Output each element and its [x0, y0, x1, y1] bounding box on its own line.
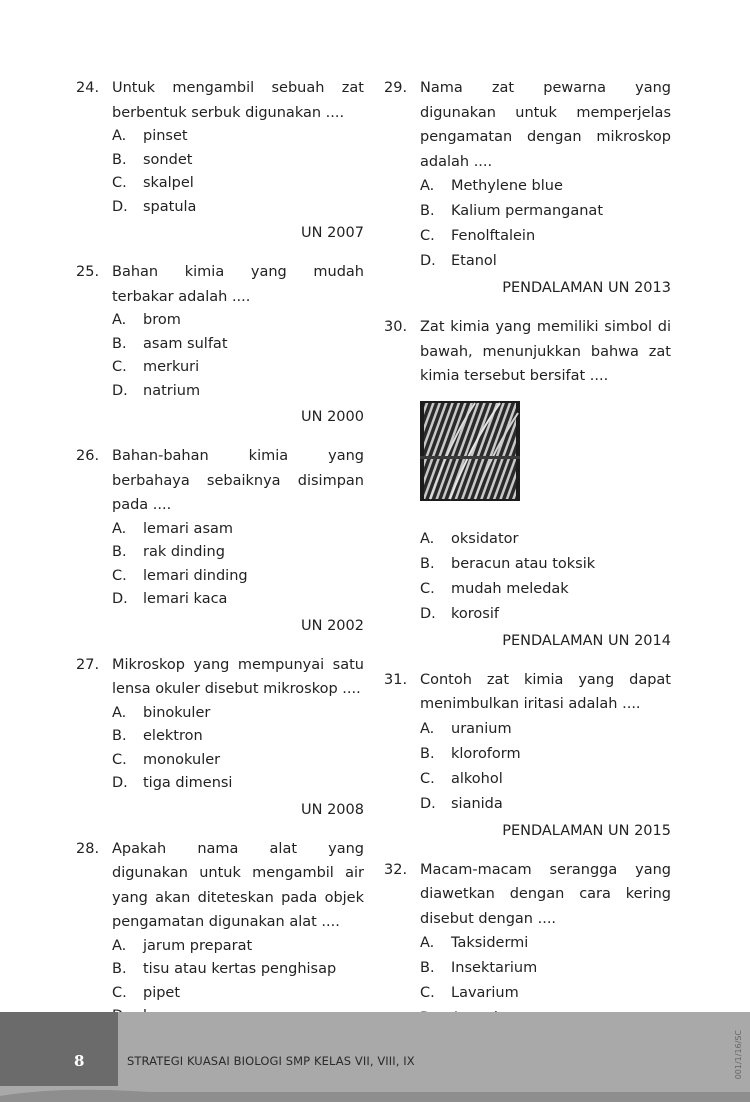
option-text: Insektarium: [451, 960, 538, 976]
option-letter: C.: [112, 984, 127, 1001]
option-text: pinset: [143, 128, 188, 144]
question-26: [76, 444, 364, 638]
option-text: beracun atau toksik: [451, 555, 596, 572]
option-letter: B.: [420, 960, 435, 976]
option-a: [420, 931, 671, 956]
option-d: [112, 772, 364, 796]
right-column: [384, 76, 671, 1072]
option-a: [420, 174, 671, 199]
option-letter: D.: [112, 591, 128, 607]
question-source: UN 2002: [301, 617, 364, 634]
option-text: uranium: [451, 720, 512, 737]
option-letter: A.: [420, 720, 435, 737]
question-number: 28.: [76, 840, 100, 857]
option-text: pipet: [143, 984, 181, 1001]
option-letter: B.: [420, 555, 435, 572]
page-number-box: [0, 1012, 118, 1086]
option-a: [420, 717, 671, 742]
option-text: mudah meledak: [451, 580, 569, 597]
option-text: merkuri: [143, 359, 200, 375]
option-a: [112, 702, 364, 726]
side-code: 001/1/16/SC: [734, 1030, 743, 1080]
option-letter: B.: [112, 728, 127, 744]
question-25: [76, 260, 364, 429]
option-b: [112, 958, 364, 982]
option-text: rak dinding: [143, 544, 225, 560]
question-source: PENDALAMAN UN 2015: [502, 822, 671, 839]
option-b: [420, 956, 671, 981]
question-number: 26.: [76, 448, 100, 464]
question-number: 29.: [384, 80, 408, 96]
option-letter: A.: [420, 530, 435, 547]
question-27: [76, 653, 364, 822]
question-24: [76, 76, 364, 245]
option-text: spatula: [143, 198, 197, 215]
option-text: lemari dinding: [143, 567, 248, 584]
option-d: [420, 602, 671, 627]
option-text: Methylene blue: [451, 178, 563, 194]
option-text: Lavarium: [451, 985, 519, 1001]
option-letter: A.: [112, 937, 127, 954]
option-letter: D.: [112, 198, 128, 215]
option-b: [112, 149, 364, 173]
option-letter: C.: [420, 985, 435, 1001]
option-letter: D.: [420, 795, 436, 812]
option-letter: C.: [420, 580, 435, 597]
hazard-symbol-icon: [420, 401, 520, 501]
option-b: [112, 333, 364, 357]
question-29: [384, 76, 671, 300]
option-letter: B.: [112, 151, 127, 168]
option-letter: A.: [420, 178, 435, 194]
option-c: [420, 767, 671, 792]
option-c: [112, 749, 364, 773]
option-text: alkohol: [451, 770, 503, 787]
option-letter: C.: [112, 175, 127, 191]
option-text: Taksidermi: [451, 935, 529, 951]
option-c: [420, 577, 671, 602]
option-letter: C.: [112, 751, 127, 768]
option-letter: D.: [420, 253, 436, 269]
question-number: 24.: [76, 80, 100, 96]
option-text: tiga dimensi: [143, 775, 233, 791]
option-text: Etanol: [451, 253, 497, 269]
option-text: lemari kaca: [143, 591, 228, 607]
option-letter: B.: [112, 544, 127, 560]
option-text: Fenolftalein: [451, 228, 536, 244]
option-letter: C.: [420, 770, 435, 787]
option-c: [112, 982, 364, 1006]
option-a: [112, 518, 364, 542]
option-b: [420, 552, 671, 577]
option-letter: A.: [112, 704, 127, 721]
option-d: [112, 380, 364, 404]
option-c: [112, 172, 364, 196]
question-text: Mikroskop yang mempunyai satu lensa okuler disebut mikroskop ....: [112, 656, 364, 697]
option-letter: B.: [420, 745, 435, 762]
option-c: [112, 565, 364, 589]
option-text: binokuler: [143, 704, 211, 721]
question-30: [384, 315, 671, 653]
option-b: [112, 725, 364, 749]
option-letter: D.: [420, 605, 436, 622]
option-letter: C.: [420, 228, 435, 244]
option-text: sianida: [451, 795, 503, 812]
question-text: Apakah nama alat yang digunakan untuk mengambil air yang akan diteteskan pada objek pengamatan digunakan alat ....: [112, 840, 364, 930]
option-letter: A.: [112, 128, 127, 144]
question-text: Untuk mengambil sebuah zat berbentuk serbuk digunakan ....: [112, 80, 364, 121]
option-c: [112, 356, 364, 380]
page-footer: [0, 1012, 750, 1102]
option-letter: D.: [112, 382, 128, 399]
option-text: monokuler: [143, 751, 221, 768]
option-letter: A.: [112, 520, 127, 537]
option-letter: B.: [112, 961, 127, 977]
option-text: sondet: [143, 151, 193, 168]
question-number: 31.: [384, 671, 408, 688]
option-text: skalpel: [143, 175, 194, 191]
option-text: tisu atau kertas penghisap: [143, 961, 337, 977]
option-text: kloroform: [451, 745, 521, 762]
option-letter: A.: [112, 312, 127, 328]
question-number: 27.: [76, 656, 100, 673]
question-number: 25.: [76, 264, 100, 280]
question-source: UN 2000: [301, 409, 364, 425]
option-letter: A.: [420, 935, 435, 951]
option-text: natrium: [143, 382, 201, 399]
option-text: jarum preparat: [143, 937, 253, 954]
option-b: [420, 742, 671, 767]
footer-wave-decoration: [0, 1086, 750, 1102]
question-source: UN 2007: [301, 225, 364, 241]
option-c: [420, 224, 671, 249]
question-source: PENDALAMAN UN 2014: [502, 632, 671, 649]
option-text: lemari asam: [143, 520, 234, 537]
option-letter: D.: [112, 775, 128, 791]
option-a: [112, 935, 364, 959]
question-text: Bahan kimia yang mudah terbakar adalah ....: [112, 264, 364, 305]
question-source: UN 2008: [301, 801, 364, 818]
option-text: oksidator: [451, 530, 519, 547]
option-text: asam sulfat: [143, 335, 228, 352]
question-text: Macam-macam serangga yang diawetkan dengan cara kering disebut dengan ....: [420, 861, 671, 927]
question-number: 30.: [384, 319, 408, 335]
option-text: elektron: [143, 728, 203, 744]
option-c: [420, 981, 671, 1006]
option-d: [112, 588, 364, 612]
option-letter: C.: [112, 567, 127, 584]
question-text: Nama zat pewarna yang digunakan untuk memperjelas pengamatan dengan mikroskop adalah ....: [420, 80, 671, 170]
option-a: [112, 309, 364, 333]
option-b: [112, 541, 364, 565]
question-31: [384, 668, 671, 843]
option-d: [420, 249, 671, 274]
question-text: Contoh zat kimia yang dapat menimbulkan iritasi adalah ....: [420, 671, 671, 712]
option-letter: C.: [112, 359, 127, 375]
option-b: [420, 199, 671, 224]
question-text: Zat kimia yang memiliki simbol di bawah, menunjukkan bahwa zat kimia tersebut bersifat ....: [420, 319, 671, 384]
option-letter: B.: [112, 335, 127, 352]
question-source: PENDALAMAN UN 2013: [502, 280, 671, 296]
option-a: [420, 527, 671, 552]
book-title: STRATEGI KUASAI BIOLOGI SMP KELAS VII, VIII, IX: [127, 1054, 415, 1068]
page-number: 8: [74, 1052, 85, 1070]
option-text: brom: [143, 312, 181, 328]
question-number: 32.: [384, 861, 408, 878]
option-text: Kalium permanganat: [451, 203, 604, 219]
question-text: Bahan-bahan kimia yang berbahaya sebaiknya disimpan pada ....: [112, 448, 364, 513]
option-d: [112, 196, 364, 220]
option-text: korosif: [451, 605, 499, 622]
option-letter: B.: [420, 203, 435, 219]
left-column: [76, 76, 364, 1070]
option-d: [420, 792, 671, 817]
option-a: [112, 125, 364, 149]
